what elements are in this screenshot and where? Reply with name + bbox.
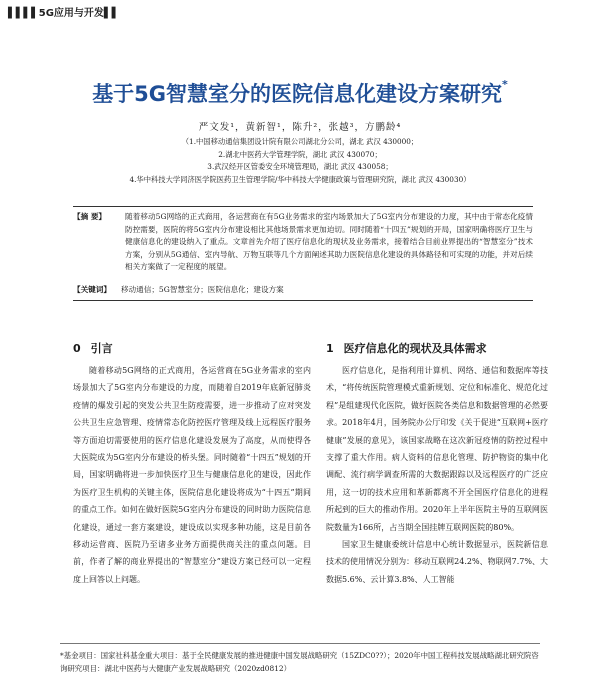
paper-title-text: 基于5G智慧室分的医院信息化建设方案研究 — [92, 82, 503, 106]
section-number: 1 — [326, 342, 334, 355]
abstract-bottom-rule — [73, 300, 533, 301]
section-heading-status — [326, 340, 548, 356]
affiliation-line: 2.湖北中医药大学管理学院，湖北 武汉 430070； — [218, 149, 382, 159]
section-heading-introduction — [73, 340, 311, 356]
right-column — [326, 340, 548, 588]
body-paragraph: 国家卫生健康委统计信息中心统计数据显示，医院新信息技术的使用情况分别为：移动互联网24.2%、物联网7.7%、大数据5.6%、云计算3.8%、人工智能 — [326, 540, 548, 584]
keywords-text: 移动通信；5G智慧室分；医院信息化；建设方案 — [120, 285, 284, 294]
funding-footnote: *基金项目：国家社科基金重大项目：基于全民健康发展的推进健康中国发展战略研究（15ZDC0??）；2020年中国工程科技发展战略湖北研究院咨询研究项目：湖北中医药与大健康产业发展战略研究（2020zd0812） — [60, 651, 539, 674]
abstract-top-rule — [73, 206, 533, 207]
running-header: ▌▌▌▌5G应用与开发▌▌ — [8, 8, 120, 19]
section-title: 医疗信息化的现状及具体需求 — [343, 342, 487, 355]
paper-title — [0, 78, 600, 108]
abstract — [73, 211, 533, 274]
left-column — [73, 340, 311, 588]
affiliation-line: 4.华中科技大学同济医学院医药卫生管理学院/华中科技大学健康政策与管理研究院，湖北 武汉 430030） — [129, 174, 471, 184]
section-number: 0 — [73, 342, 81, 355]
abstract-text: 随着移动5G网络的正式商用，各运营商在有5G业务需求的室内场景加大了5G室内分布建设的力度，其中由于常态化疫情防控需要，医院的将5G室内分布建设相比其他场景需求更加迫切。同时随着“十四五”规划的开局，国家明确将医疗卫生与健康信息化的建设纳入了重点。文章首先介绍了医疗信息化的现状及业务需求，接着结合目前业界提出的“智慧室分”技术方案，分别从5G通信、室内导航、万物互联等几个方面阐述其助力医院信息化建设的具体路径和可实现的功能，并对后续相关方案做了一定程度的展望。 — [125, 212, 533, 272]
title-footnote-mark: * — [502, 78, 508, 91]
affiliation-line: （1.中国移动通信集团设计院有限公司湖北分公司，湖北 武汉 430000； — [181, 137, 419, 146]
keywords — [73, 284, 533, 295]
body-paragraph: 医疗信息化，是指利用计算机、网络、通信和数据库等技术，“将传统医院管理模式重新规划、定位和标准化、规范化过程”是组建现代化医院，做好医院各类信息和数据管理的必然要求。2018年4月，国务院办公厅印发《关于促进“互联网+医疗健康”发展的意见》，该国家战略在这次新冠疫情的防控过程中支撑了重大作用。病人资料的信息化管理、防护物资的集中化调配、流行病学调查所需的大数据跟踪以及远程医疗的广泛应用，这一切的技术应用和革新都离不开全国医疗信息化的进程所起到的巨大的推动作用。2020年上半年医院主导的互联网医院数量为166所，占当期全国挂牌互联网医院的80%。 — [326, 366, 548, 532]
body-paragraph: 随着移动5G网络的正式商用，各运营商在5G业务需求的室内场景加大了5G室内分布建设的力度，而随着自2019年底新冠肺炎疫情的爆发引起的突发公共卫生防疫需要，进一步推动了应对突发公共卫生应急管理、疫情常态化防控医疗管理及线上远程医疗服务等方面迫切需要使用的医疗信息化建设发展为了高度，从而使得各大医院成为5G室内分布建设的桥头堡。同时随着“十四五”规划的开局，国家明确将进一步加快医疗卫生与健康信息化的建设，因此作为医疗卫生机构的关键主体，医院信息化建设将成为“十四五”期间的重点工作。如何在做好医院5G室内分布建设的同时助力医院信息化建设，通过一套方案建设，建设成以实现多种功能，这是目前各移动运营商、医院乃至诸多业务方面提供商关注的重点问题。目前，作者了解的商业界提出的“智慧室分”建设方案已经可以一定程度上回答以上问题。 — [73, 366, 311, 584]
keywords-label: 【关键词】 — [73, 285, 111, 294]
affiliation-list — [0, 136, 600, 186]
footnote-rule — [60, 643, 540, 644]
affiliation-line: 3.武汉经开区管委安全环境管理局，湖北 武汉 430058； — [207, 162, 393, 172]
section-title: 引言 — [90, 342, 113, 355]
abstract-label: 【摘 要】 — [73, 212, 107, 221]
author-list: 严文发¹，黄新智¹，陈升²，张越³，方鹏龄⁴ — [198, 122, 402, 133]
